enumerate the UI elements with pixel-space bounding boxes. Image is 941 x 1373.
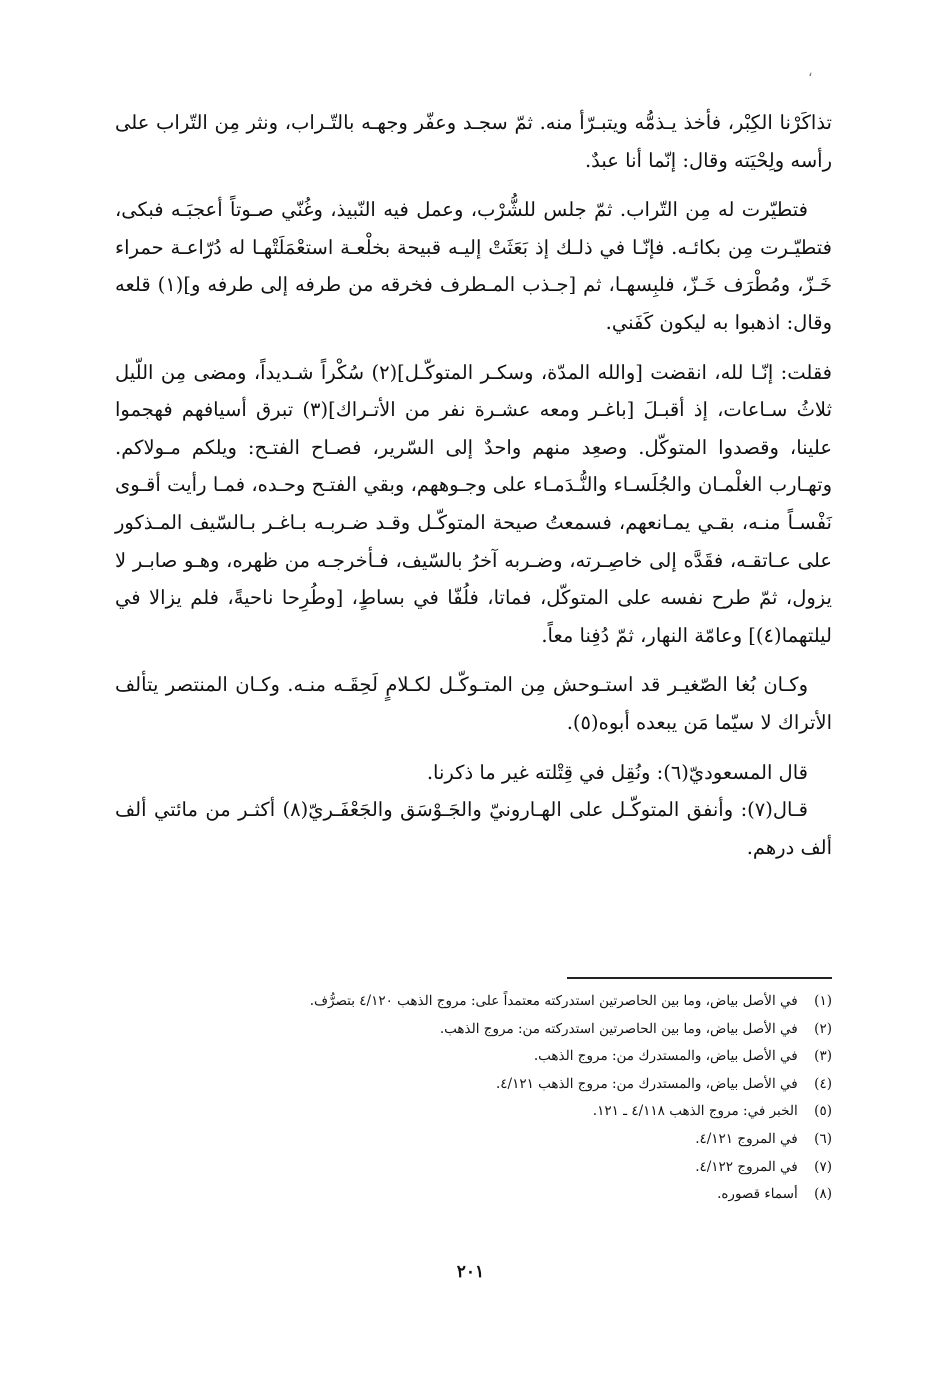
footnote-text: في الأصل بياض، وما بين الحاصرتين استدركته من: مروج الذهب.	[439, 1020, 798, 1037]
footnote-text: في الأصل بياض، والمستدرك من: مروج الذهب.	[533, 1048, 798, 1065]
footnote-text: أسماء قصوره.	[717, 1186, 798, 1203]
footnote-text: في الأصل بياض، وما بين الحاصرتين استدركته معتمداً على: مروج الذهب ٤/١٢٠ بتصرُّف.	[309, 993, 798, 1009]
paragraph-4: وكـان بُغا الصّغيـر قد استـوحش مِن المتـوكّـل لكـلامٍ لَحِقَـه منـه. وكـان المنتصر يتألف الأتراك لا سيّما مَن يبعده أبوه(٥).	[115, 673, 832, 734]
footnotes-list	[115, 988, 832, 1209]
footnote-number: (٥)	[814, 1103, 832, 1120]
paragraph-5: قال المسعوديّ(٦): ونُقِل في قِتْلته غير ما ذكرنا.	[426, 760, 808, 784]
footnote-text: في الأصل بياض، والمستدرك من: مروج الذهب ٤/١٢١.	[496, 1075, 798, 1092]
page-number: ٢٠١	[456, 1262, 485, 1282]
footnote-number: (٣)	[814, 1048, 832, 1065]
corner-mark: ،	[808, 64, 813, 80]
footnote-number: (٢)	[814, 1020, 832, 1037]
footnote-text: في المروج ٤/١٢٢.	[695, 1158, 798, 1175]
paragraph-3: فقلت: إنّـا لله، انقضت [والله المدّة، وسكـر المتوكّـل](٢) سُكْراً شـديداً، ومضى مِن اللّيل ثلاثُ سـاعات، إذ أقبـلَ [باغـر ومعه عشـرة نفر من الأتـراك](٣) تبرق أسيافهم فهجموا علينا، وقصدوا المتوكّل. وصعِد منهم واحدٌ إلى السّرير، فصـاح الفتـح: ويلكم مـولاكم. وتهـارب الغلْمـان والجُلَسـاء والنُّـدَمـاء على وجـوههم، وبقي الفتـح وحـده، فمـا رأيت أقـوى نَفْسـاً منـه، بقـي يمـانعهم، فسمعتُ صيحة المتوكّـل وقـد ضـربـه بـاغـر بـالسّيف المـذكور على عـاتقـه، فقَدَّه إلى خاصِـرته، وضـربه آخرُ بالسّيف، فـأخرجـه من ظهره، وهـو صابـر لا يزول، ثمّ طرح نفسه على المتوكّل، فماتا، فلُفّا في بساطٍ، [وطُرِحا ناحيةً، فلم يزالا في ليلتهما(٤)] وعامّة النهار، ثمّ دُفِنا معاً.	[115, 360, 833, 647]
footnote-item	[115, 1154, 832, 1182]
main-text	[115, 104, 832, 878]
paragraph-6: قـال(٧): وأنفق المتوكّـل على الهـارونيّ والجَـوْسَق والجَعْفَـريّ(٨) أكثـر من مائتي ألف ألف درهم.	[115, 798, 832, 859]
footnote-number: (٧)	[814, 1158, 832, 1175]
footnote-number: (٨)	[814, 1186, 832, 1203]
footnote-item	[115, 1098, 832, 1126]
footnote-item	[115, 1071, 832, 1099]
footnote-item	[115, 988, 832, 1016]
footnote-number: (٤)	[814, 1075, 832, 1092]
footnote-item	[115, 1181, 832, 1209]
footnote-text: في المروج ٤/١٢١.	[695, 1130, 798, 1147]
footnote-item	[115, 1043, 832, 1071]
footnote-number: (١)	[814, 993, 832, 1009]
footnote-text: الخبر في: مروج الذهب ٤/١١٨ ـ ١٢١.	[592, 1103, 798, 1120]
paragraph-1: تذاكَرْنا الكِبْر، فأخذ يـذمُّه ويتبـرّأ منه. ثمّ سجـد وعفّر وجهـه بالتّـراب، ونثر مِن التّراب على رأسه ولِحْيَته وقال: إنّما أنا عبدٌ.	[115, 111, 832, 172]
paragraph-2: فتطيّرت له مِن التّراب. ثمّ جلس للشُّرْب، وعمل فيه النّبيذ، وغُنّي صـوتاً أعجبَـه فبكى، فتطيّـرت مِن بكائـه. فإنّـا في ذلـك إذ بَعَثَتْ إليـه قبيحة بخلْعـة استعْمَلَتْهـا له دُرّاعـة حمراء خَـزّ، ومُطْرَف خَـزّ، فلبِسهـا، ثم [جـذب المـطرف فخرقه من طرفه إلى طرفه و](١) قلعه وقال: اذهبوا به ليكون كَفَني.	[115, 198, 832, 334]
footnote-divider	[567, 977, 832, 979]
footnote-item	[115, 1016, 832, 1044]
footnote-number: (٦)	[814, 1130, 832, 1147]
footnote-item	[115, 1126, 832, 1154]
